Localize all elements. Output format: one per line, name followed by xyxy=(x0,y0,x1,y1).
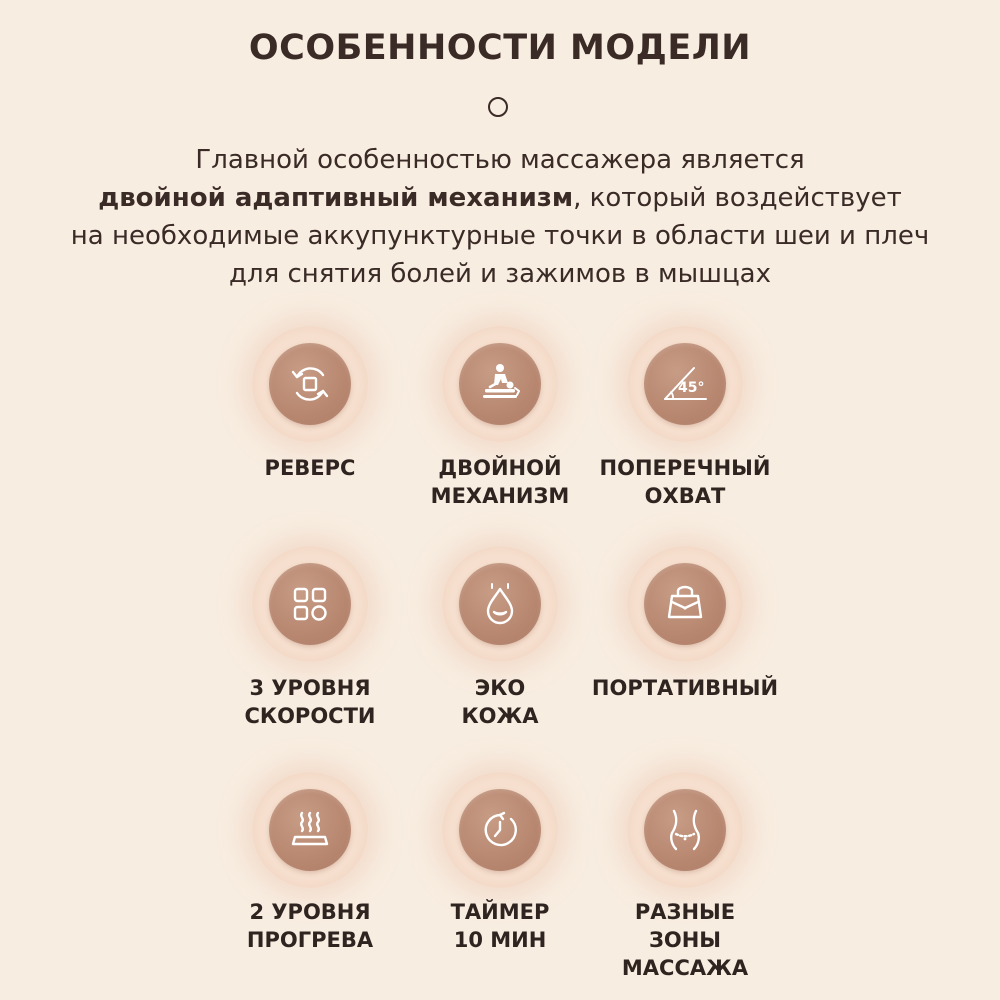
reverse-icon xyxy=(285,359,335,409)
icon-circle xyxy=(644,789,726,871)
feature-label: ЭКО КОЖА xyxy=(461,676,539,728)
intro-line-3: на необходимые аккупунктурные точки в области шеи и плеч xyxy=(70,221,930,251)
intro-line-4: для снятия болей и зажимов в мышцах xyxy=(229,259,771,289)
speed-levels-icon xyxy=(285,579,335,629)
feature-label: ТАЙМЕР 10 МИН xyxy=(450,900,550,952)
intro-bold-phrase: двойной адаптивный механизм xyxy=(98,183,574,213)
icon-halo xyxy=(442,546,558,662)
icon-circle xyxy=(269,563,351,645)
feature-label: РЕВЕРС xyxy=(264,456,356,480)
circle-divider-icon xyxy=(488,97,508,117)
heat-icon xyxy=(285,805,335,855)
intro-text xyxy=(20,141,980,293)
icon-halo xyxy=(627,326,743,442)
feature-label: ПОРТАТИВНЫЙ xyxy=(591,676,779,700)
icon-halo xyxy=(627,772,743,888)
icon-circle xyxy=(644,343,726,425)
icon-circle xyxy=(269,343,351,425)
angle-45-icon xyxy=(660,359,710,409)
intro-line-2-rest: , который воздействует xyxy=(573,183,902,213)
page-title: ОСОБЕННОСТИ МОДЕЛИ xyxy=(248,28,752,68)
feature-label: 2 УРОВНЯ ПРОГРЕВА xyxy=(246,900,374,952)
icon-halo xyxy=(442,326,558,442)
icon-halo xyxy=(252,772,368,888)
bag-icon xyxy=(660,579,710,629)
feature-label: ПОПЕРЕЧНЫЙ ОХВАТ xyxy=(599,456,771,508)
icon-circle xyxy=(644,563,726,645)
icon-circle xyxy=(459,789,541,871)
timer-icon xyxy=(475,805,525,855)
icon-halo xyxy=(252,546,368,662)
eco-leather-drop-icon xyxy=(475,579,525,629)
icon-halo xyxy=(252,326,368,442)
icon-circle xyxy=(459,563,541,645)
massage-icon xyxy=(475,359,525,409)
angle-45-label: 45° xyxy=(678,380,705,396)
intro-line-1: Главной особенностью массажера является xyxy=(195,145,805,175)
waist-zones-icon xyxy=(660,805,710,855)
icon-halo xyxy=(442,772,558,888)
feature-label: РАЗНЫЕ ЗОНЫ МАССАЖА xyxy=(621,900,749,980)
feature-label: 3 УРОВНЯ СКОРОСТИ xyxy=(244,676,376,728)
icon-circle xyxy=(459,343,541,425)
feature-label: ДВОЙНОЙ МЕХАНИЗМ xyxy=(430,456,570,508)
icon-circle xyxy=(269,789,351,871)
icon-halo xyxy=(627,546,743,662)
